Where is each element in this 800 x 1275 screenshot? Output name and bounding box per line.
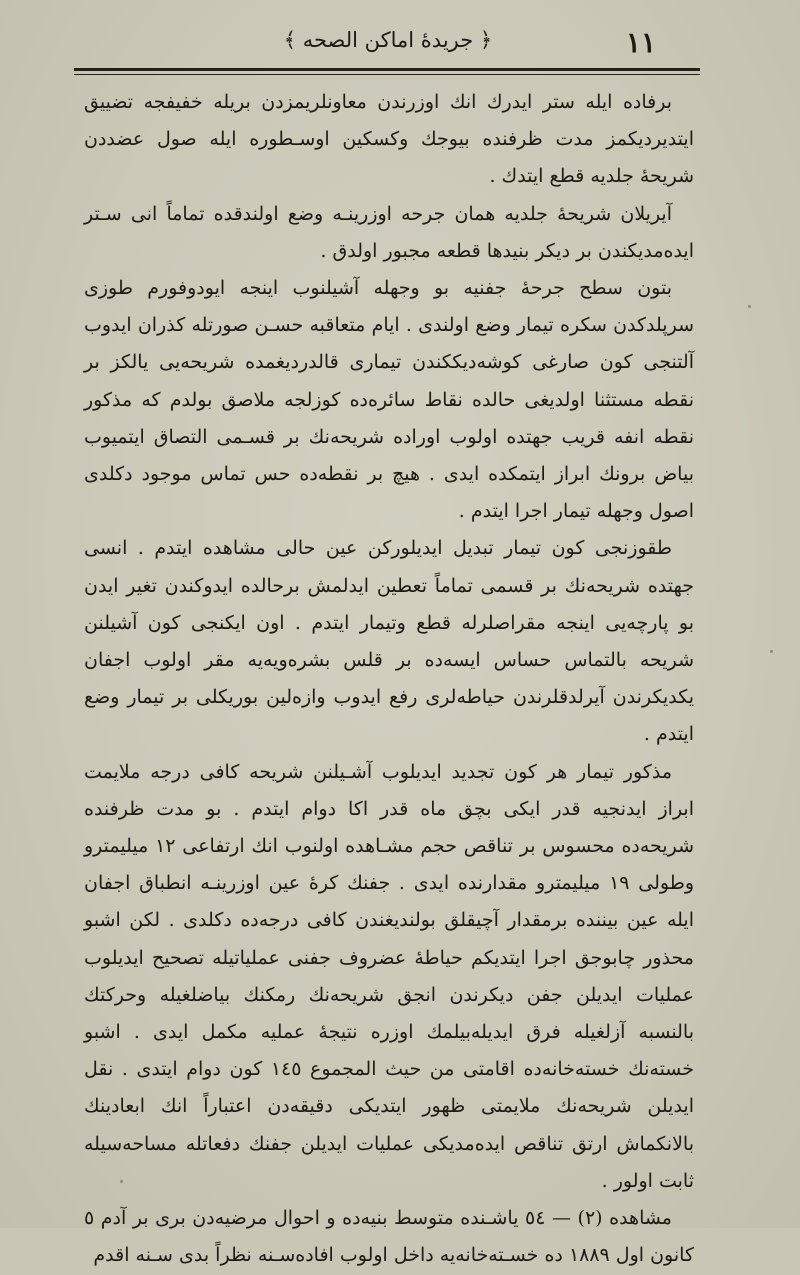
header-rule-thin	[74, 74, 700, 75]
paragraph-3: بتون سطح جرحهٔ جفنيه بو وجهله آشيلنوب اينجه ايودوفورم طوزى سرپلدكدن سكره تيمار وضع اولندى . ايام متعاقبه حسـن صورتله كذران ايدوب آلتنجى كون صارغى كوشه‌ديككندن تيمارى قالدرديغمده شريحه‌يى يالكز بر نقطه مستثنا اولديغى حالده نقاط سائره‌ده كوزلجه ملاصق بولدم كه مذكور نقطه انفه قريب جهتده اولوب اوراده شريحه‌نك بر قسـمى التصاق ايتميوب بياض برونك ابراز ايتمكده ايدى . هيچ بر نقطه‌ده حس تماس موجود دكلدى اصول وجهله تيمار اجرا ايتدم .	[84, 277, 694, 523]
header-rule-thick	[74, 68, 700, 71]
paragraph-6: مشاهده (٢) — ٥٤ ياشـنده متوسط بنيه‌ده و احوال مرضيه‌دن برى بر آدم ٥ كانون اول ١٨٨٩ ده خسـته‌خانه‌يه داخل اولوب افاده‌سـنه نظراً بدى سـنه اقدم	[84, 1207, 694, 1267]
running-head	[78, 26, 698, 70]
body-text	[84, 84, 694, 1275]
paragraph-2: آيريلان شريحهٔ جلديه همان جرحه اوزرينـه وضع اولندقده تماماً انى سـتر ايده‌مديكندن بر ديكر بنيدها قطعه مجبور اولدق .	[84, 202, 694, 262]
page-number: ١١	[625, 26, 656, 59]
paragraph-4: طقوزنجى كون تيمار تبديل ايديلوركن عين حالى مشاهده ايتدم . انسى جهتده شريحه‌نك بر قسمى تماماً تعطين ايدلمش برحالده ايدوكندن تغير ايدن بو پارچه‌يى اينجه مقراصلرله قطع وتيمار ايتدم . اون ايكنجى كون آشيلنن شريحه بالتماس حساس ايسه‌ده بر قلس بشره‌ويه‌يه مقر اولوب اجفان يكديكرندن آيرلدقلرندن حياطه‌لرى رفع ايدوب وازه‌لين بوريكلى بر تيمار وضع ايتدم .	[84, 537, 694, 746]
paper-spot	[770, 650, 773, 653]
journal-title: ﴿ جريدهٔ اماكن الصحه ﴾	[283, 28, 493, 52]
paragraph-5: مذكور تيمار هر كون تجديد ايديلوب آشـيلنن شريحه كافى درجه ملايمت ابراز ايدنجيه قدر ايكى بچق ماه قدر اكا دوام ايتدم . بو مدت ظرفنده شريحه‌ده محسوس بر تناقص حجم مشـاهده اولنوب انك ارتفاعى ١٢ ميليمترو وطولى ١٩ ميليمترو مقدارنده ايدى . جفنك كرهٔ عين اوزرينـه انطباق اجفان ايله عين بيننده برمقدار آچيقلق بولنديغندن كافى درجه‌ده دكلدى . لكن اشبو محذور چابوجق اجرا ايتديكم حياطهٔ عضروف جفنى عملياتيله تصحيح ايديلوب عمليات ايديلن جفن ديكرندن انجق شريحه‌نك رمكنك بياضلغيله وحركتك بالنسبه آزلغيله فرق ايديله‌بيلمك اوزره نتيجهٔ عمليه مكمل ايدى . اشبو خسته‌نك خسته‌خانه‌ده اقامتى من حيث المجموع ١٤٥ كون دوام ايتدى . نقل ايديلن شريحه‌نك ملايمتى ظهور ايتديكى دقيقه‌دن اعتباراً انك ابعادينك بالانكماش ارتق تناقص ايده‌مديكى عمليات ايديلن جفنك دفعاتله مساحه‌سيله ثابت اولور .	[84, 760, 694, 1192]
paper-spot	[120, 1180, 123, 1183]
paragraph-1: برفاده ايله ستر ايدرك انك اوزرندن معاونلريمزدن بريله خفيفجه تضييق ايتديرديكمز مدت ظرفنده بيوجك وكسكين اوسـطوره ايله صول عضددن شريحهٔ جلديه قطع ايتدك .	[84, 91, 694, 188]
paper-spot	[748, 305, 751, 308]
